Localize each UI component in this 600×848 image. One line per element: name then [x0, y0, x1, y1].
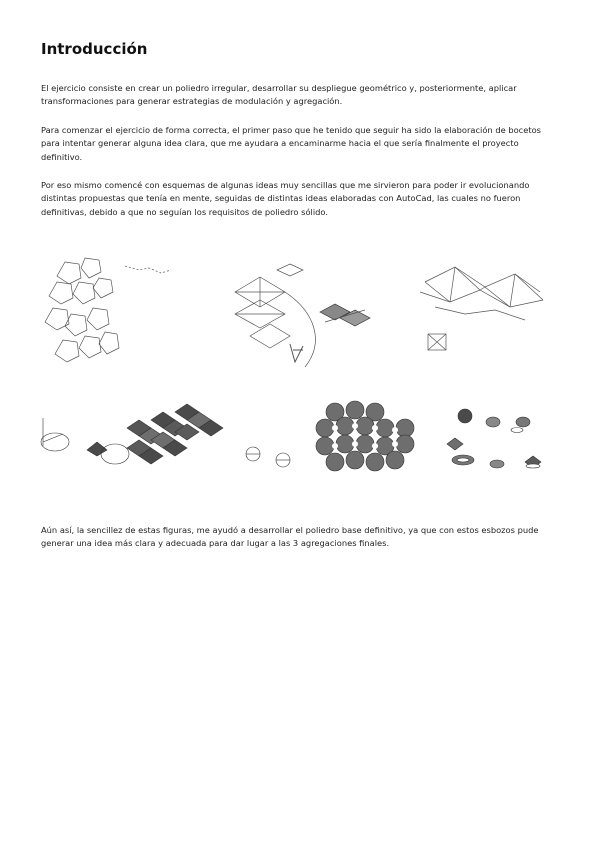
pentagon-net-sketch	[45, 258, 171, 362]
diamond-module-render	[41, 404, 223, 464]
sketch-figures-row	[35, 252, 555, 382]
paragraph-autocad: Por eso mismo comencé con esquemas de algunas ideas muy sencillas que me sirvieron para poder ir evolucionando distintas propuestas que tenía en mente, seguidas de distintas ideas elaboradas con AutoCad, las cuales no fueron definitivas, debido a que no seguían los requisitos de poliedro sólido.	[41, 180, 530, 217]
scattered-pieces-render	[447, 409, 541, 468]
tessellated-render	[246, 401, 414, 471]
page-title: Introducción	[41, 40, 148, 58]
paragraph-intro: El ejercicio consiste en crear un poliedro irregular, desarrollar su despliegue geométrico y, posteriormente, aplicar transformaciones para generar estrategias de modulación y agregación.	[41, 83, 517, 107]
folded-surface-sketch	[420, 267, 543, 350]
triangulated-sketch	[235, 264, 370, 367]
paragraph-sketches: Para comenzar el ejercicio de forma correcta, el primer paso que he tenido que seguir ha sido la elaboración de bocetos para intentar generar alguna idea clara, que me ayudara a encaminarme hacia el que sería finalmente el proyecto definitivo.	[41, 125, 541, 162]
render-figures-row	[35, 398, 555, 488]
paragraph-conclusion: Aún así, la sencillez de estas figuras, me ayudó a desarrollar el poliedro base definitivo, ya que con estos esbozos pude generar una idea más clara y adecuada para dar lugar a las 3 agregaciones finales.	[41, 525, 539, 549]
